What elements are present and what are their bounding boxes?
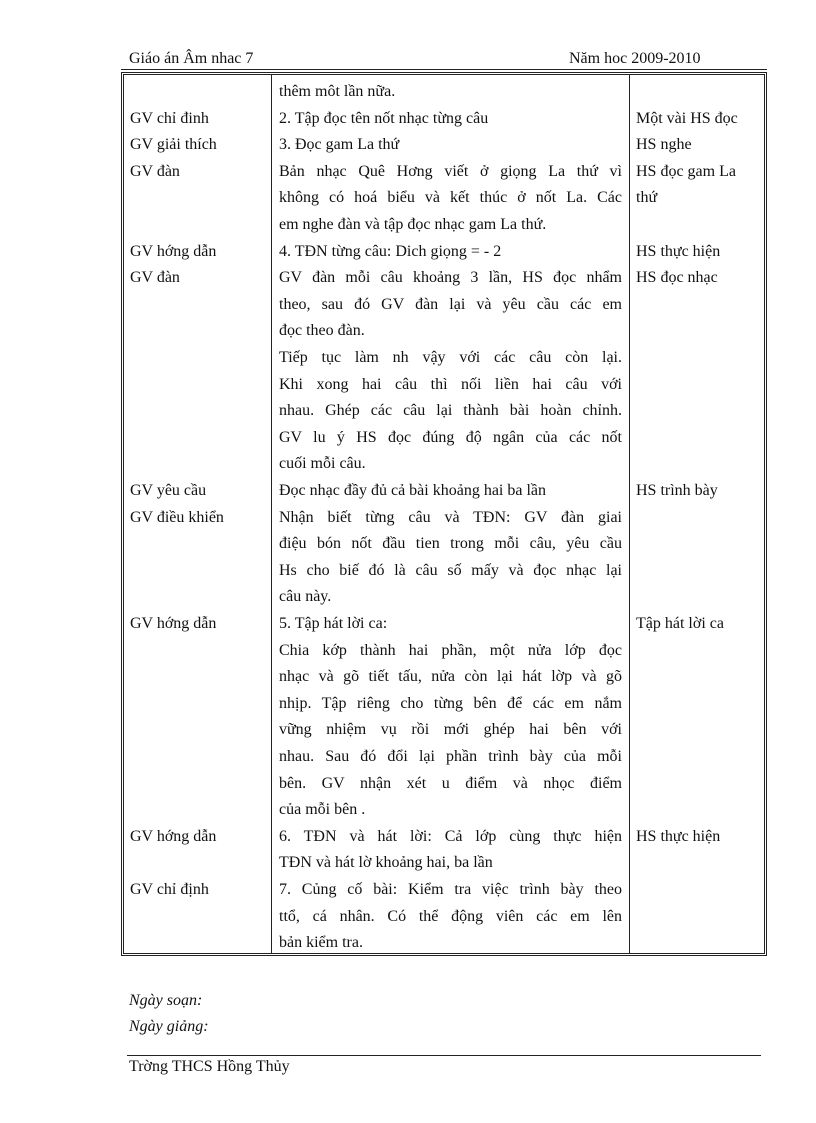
lesson-content-line: GV lu ý HS đọc đúng độ ngân của các nốt xyxy=(279,428,622,446)
lesson-content-line: 7. Củng cố bài: Kiểm tra việc trình bày theo xyxy=(279,881,622,898)
lesson-content-line: 6. TĐN và hát lời: Cả lớp cùng thực hiện xyxy=(279,827,622,845)
lesson-content-line: thêm môt lần nữa. xyxy=(279,83,396,100)
student-activity-line: HS đọc nhạc xyxy=(636,269,718,287)
student-activity-line: HS trình bày xyxy=(636,482,718,499)
lesson-content-line: TĐN và hát lờ khoảng hai, ba lần xyxy=(279,854,493,872)
student-activity-line: HS thực hiện xyxy=(636,242,721,260)
lesson-content-line: câu này. xyxy=(279,588,332,606)
teacher-activity-line: GV hớng dẫn xyxy=(130,615,217,632)
lesson-content-line: bên. GV nhận xét u điểm và nhọc điểm xyxy=(279,774,622,792)
lesson-content-line: vững nhiệm vụ rồi mới ghép hai bên với xyxy=(279,721,622,739)
student-activity-line: Một vài HS đọc xyxy=(636,109,738,127)
lesson-content-line: GV đàn mỗi câu khoảng 3 lần, HS đọc nhẩm xyxy=(279,269,622,287)
lesson-content-line: cuối mỗi câu. xyxy=(279,455,366,473)
lesson-content-line: 5. Tập hát lời ca: xyxy=(279,615,388,632)
header-school-year: Năm hoc 2009-2010 xyxy=(569,50,701,67)
lesson-content-line: Khi xong hai câu thì nối liền hai câu với xyxy=(279,375,622,393)
teacher-activity-line: GV chỉ định xyxy=(130,881,209,898)
lesson-content-line: Đọc nhạc đầy đủ cả bài khoảng hai ba lần xyxy=(279,482,547,499)
lesson-content-line: ttổ, cá nhân. Có thể động viên các em lên xyxy=(279,907,622,925)
teaching-date-label: Ngày giảng: xyxy=(129,1018,209,1035)
lesson-content-line: 2. Tập đọc tên nốt nhạc từng câu xyxy=(279,109,489,127)
lesson-content-line: nhau. Ghép các câu lại thành bài hoàn chỉnh. xyxy=(279,402,622,420)
lesson-content-line: 3. Đọc gam La thứ xyxy=(279,136,400,154)
column-divider xyxy=(271,75,272,953)
page-header xyxy=(127,48,767,70)
lesson-content-line: Tiếp tục làm nh vậy với các câu còn lại. xyxy=(279,349,622,366)
lesson-content-line: nhạc và gõ tiết tấu, nửa còn lại hát lờp và gõ xyxy=(279,668,622,686)
teacher-activity-line: GV chỉ đinh xyxy=(130,109,209,127)
teacher-activity-line: GV đàn xyxy=(130,162,180,180)
lesson-content-line: Hs cho biế đó là câu số mấy và đọc nhạc lại xyxy=(279,561,622,579)
teacher-activity-line: GV đàn xyxy=(130,269,180,287)
student-activity-line: HS đọc gam La xyxy=(636,162,736,180)
lesson-content-line: theo, sau đó GV đàn lại và yêu cầu các em xyxy=(279,295,622,313)
teacher-activity-line: GV yêu cầu xyxy=(130,482,207,499)
lesson-content-line: em nghe đàn và tập đọc nhạc gam La thứ. xyxy=(279,216,547,233)
lesson-content-line: nhau. Sau đó đổi lại phần trình bày của mỗi xyxy=(279,748,622,765)
teacher-activity-line: GV điều khiển xyxy=(130,508,224,526)
prepared-date-label: Ngày soạn: xyxy=(129,992,203,1009)
lesson-content-line: điệu bón nốt đầu tien trong mỗi câu, yêu cầu xyxy=(279,535,622,553)
student-activity-line: thứ xyxy=(636,189,658,207)
header-subject: Giáo án Âm nhac 7 xyxy=(129,50,254,67)
lesson-content-line: của mỗi bên . xyxy=(279,801,366,819)
lesson-content-line: 4. TĐN từng câu: Dich giọng = - 2 xyxy=(279,242,502,260)
lesson-content-line: bản kiểm tra. xyxy=(279,934,363,952)
lesson-content-line: Nhận biết từng câu và TĐN: GV đàn giai xyxy=(279,508,622,526)
footer-divider xyxy=(127,1055,761,1056)
student-activity-line: HS thực hiện xyxy=(636,827,721,845)
lesson-content-line: nhịp. Tập riêng cho từng bên để các em nắm xyxy=(279,694,622,712)
lesson-content-line: Chia kớp thành hai phần, một nửa lớp đọc xyxy=(279,641,622,659)
lesson-content-line: Bản nhạc Quê Hơng viết ở giọng La thứ vì xyxy=(279,162,622,180)
student-activity-line: HS nghe xyxy=(636,136,692,154)
teacher-activity-line: GV giải thích xyxy=(130,136,217,154)
header-divider xyxy=(121,69,767,70)
date-notes xyxy=(129,988,209,1040)
student-activity-line: Tập hát lời ca xyxy=(636,615,724,632)
column-divider xyxy=(629,75,630,953)
lesson-content-line: không có hoá biểu và kết thúc ở nốt La. Các xyxy=(279,189,622,207)
teacher-activity-line: GV hớng dẫn xyxy=(130,827,217,845)
footer-school: Trờng THCS Hồng Thủy xyxy=(129,1058,290,1075)
teacher-activity-line: GV hớng dẫn xyxy=(130,242,217,260)
lesson-content-line: đọc theo đàn. xyxy=(279,322,365,340)
lesson-plan-table xyxy=(121,72,767,956)
